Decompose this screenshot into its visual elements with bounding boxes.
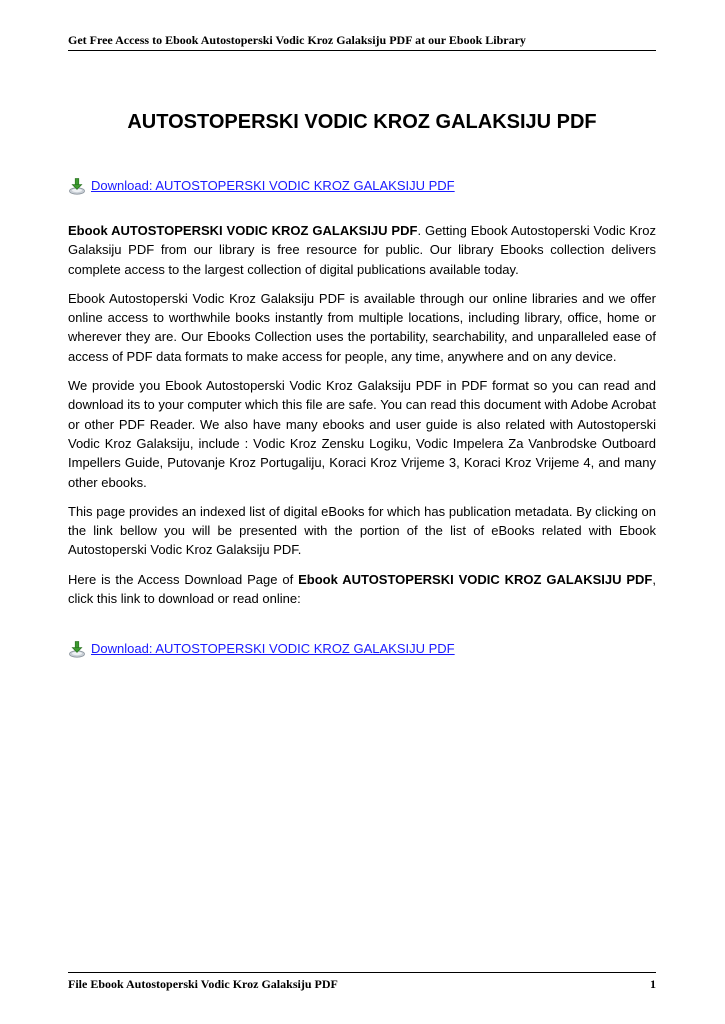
access-bold-title: Ebook AUTOSTOPERSKI VODIC KROZ GALAKSIJU PDF: [298, 571, 653, 587]
intro-paragraph: [68, 221, 656, 279]
page-number: 1: [650, 977, 656, 991]
download-link-bottom[interactable]: Download: AUTOSTOPERSKI VODIC KROZ GALAKSIJU PDF: [91, 641, 455, 656]
download-link-row-bottom[interactable]: [68, 639, 455, 659]
header-divider: [68, 50, 656, 51]
download-icon: [68, 640, 86, 658]
footer-title: File Ebook Autostoperski Vodic Kroz Galaksiju PDF: [68, 977, 338, 991]
body-text: [68, 221, 656, 618]
intro-text: . Getting Ebook Autostoperski Vodic Kroz Galaksiju PDF from our library is free resource for public. Our library Ebooks collection delivers complete access to the largest collection of digital publications available today.: [68, 223, 656, 277]
access-paragraph: [68, 570, 656, 609]
availability-paragraph: Ebook Autostoperski Vodic Kroz Galaksiju PDF is available through our online libraries and we offer online access to worthwhile books instantly from multiple locations, including library, office, home or wherever they are. Our Ebooks Collection uses the portability, searchability, and unparalleled ease of access of PDF data formats to make access for people, any time, anywhere and on any device.: [68, 290, 656, 364]
index-paragraph: This page provides an indexed list of digital eBooks for which has publication metadata. By clicking on the link bellow you will be presented with the portion of the list of eBooks related with Ebook Autostoperski Vodic Kroz Galaksiju PDF.: [68, 503, 656, 558]
running-footer: [68, 977, 656, 991]
download-link-top[interactable]: Download: AUTOSTOPERSKI VODIC KROZ GALAKSIJU PDF: [91, 178, 455, 193]
page-title: AUTOSTOPERSKI VODIC KROZ GALAKSIJU PDF: [127, 111, 597, 133]
access-lead: Here is the Access Download Page of: [68, 571, 299, 587]
footer-divider: [68, 972, 656, 973]
access-rest: , click this link to download or read online:: [68, 571, 656, 607]
running-header: Get Free Access to Ebook Autostoperski Vodic Kroz Galaksiju PDF at our Ebook Library: [68, 33, 526, 47]
intro-bold-title: Ebook AUTOSTOPERSKI VODIC KROZ GALAKSIJU PDF: [68, 223, 418, 238]
download-link-row-top[interactable]: [68, 176, 455, 196]
download-icon: [68, 177, 86, 195]
format-paragraph: We provide you Ebook Autostoperski Vodic Kroz Galaksiju PDF in PDF format so you can read and download its to your computer which this file are safe. You can read this document with Adobe Acrobat or other PDF Reader. We also have many ebooks and user guide is also related with Autostoperski Vodic Kroz Galaksiju, include : Vodic Kroz Zensku Logiku, Vodic Impelera Za Vanbrodske Outboard Impellers Guide, Putovanje Kroz Portugaliju, Koraci Kroz Vrijeme 3, Koraci Kroz Vrijeme 4, and many other ebooks.: [68, 378, 656, 490]
